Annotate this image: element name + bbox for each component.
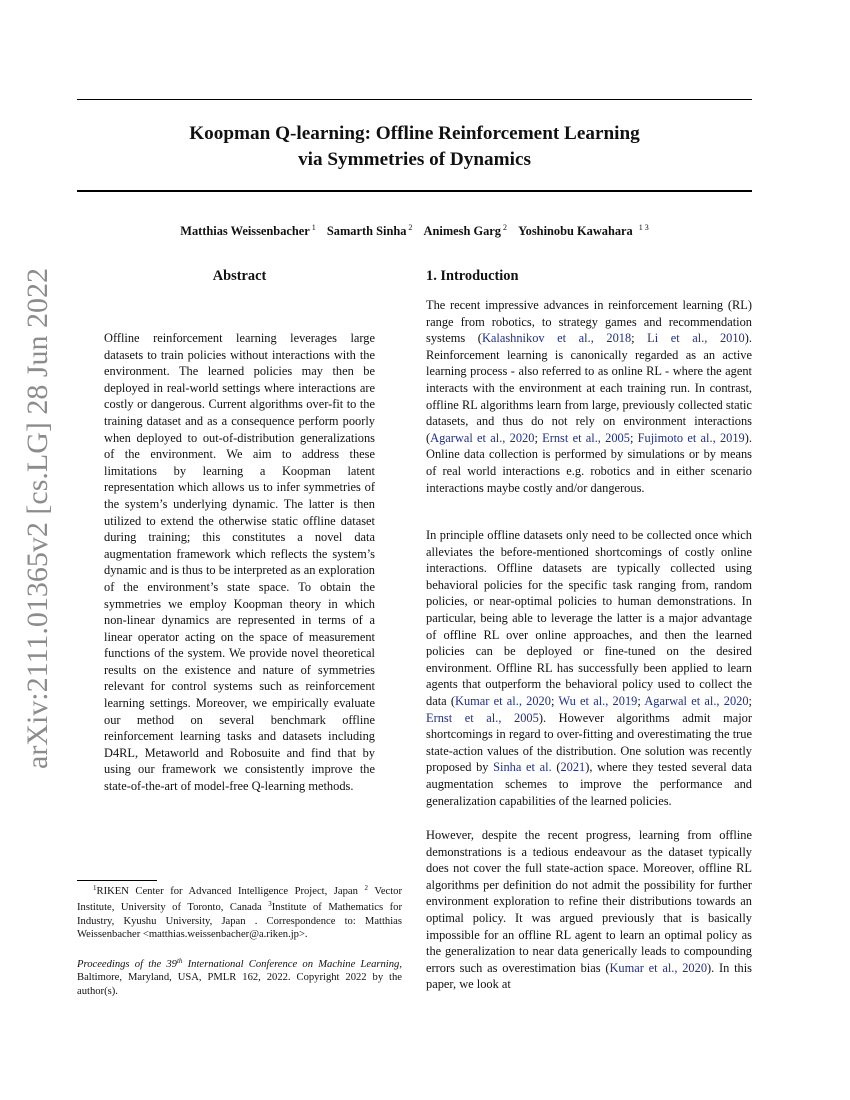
- paragraph-text: (: [551, 760, 561, 775]
- paragraph-text: ;: [534, 430, 543, 445]
- paper-title: [77, 121, 752, 173]
- intro-paragraph-1: [426, 297, 752, 496]
- footnote-rule: [77, 880, 157, 881]
- proceedings-details: , Baltimore, Maryland, USA, PMLR 162, 2022. Copyright 2022 by the author(s).: [77, 959, 402, 997]
- author: [424, 224, 507, 238]
- author-affiliation-mark: 1 3: [638, 223, 649, 232]
- paragraph-text: ;: [637, 693, 645, 708]
- paper-title-line-1: Koopman Q-learning: Offline Reinforcement Learning: [189, 123, 640, 144]
- author: [180, 224, 316, 238]
- citation-link[interactable]: Li et al., 2010: [647, 331, 745, 346]
- author-name: Yoshinobu Kawahara: [518, 224, 633, 238]
- abstract-heading: Abstract: [212, 268, 267, 284]
- author-affiliation-mark: 2: [502, 223, 507, 232]
- citation-link[interactable]: Ernst et al., 2005: [426, 710, 539, 725]
- paper-title-line-2: via Symmetries of Dynamics: [298, 149, 531, 170]
- citation-link[interactable]: Kumar et al., 2020: [609, 960, 708, 975]
- author-affiliation-mark: 2: [408, 223, 413, 232]
- paragraph-text: In principle offline datasets only need to be collected once which alleviates the before-mentioned shortcomings of costly online interactions. Offline datasets are typically collected using behavioral policies for the specific task ranging from, random policies, or near-optimal policies to human demonstrations. In particular, being able to leverage the latter is a major advantage of offline RL over online approaches, and then the learned policies can be deployed or fine-tuned on the desired environment. Offline RL has successfully been applied to learn agents that outperform the behavioral policy used to collect the data (: [426, 528, 752, 708]
- proceedings-notice: [77, 955, 402, 998]
- footnote-affiliation-3: Institute of Mathematics for Industry, Kyushu University, Japan . Correspondence to: Matthias Weissenbacher <matthias.weissenbacher@a.riken.jp>.: [77, 902, 402, 941]
- footnote-mark: 1: [93, 884, 97, 892]
- author: [518, 224, 649, 238]
- footnote-mark: 3: [268, 900, 272, 909]
- citation-link[interactable]: 2021: [560, 760, 586, 775]
- citation-link[interactable]: Fujimoto et al., 2019: [637, 430, 745, 445]
- paragraph-text: ;: [631, 331, 648, 346]
- footnote-affiliation-2: Vector Institute, University of Toronto, Canada: [77, 886, 402, 914]
- proceedings-venue-part: International Conference on Machine Learning: [182, 959, 400, 970]
- paragraph-text: However, despite the recent progress, learning from offline demonstrations is a tedious endeavour as the dataset typically does not cover the full state-action space. Moreover, offline RL algorithms per definition do not admit the possibility for further environment exploration to refine their distributions towards an optimal policy. It was argued previously that is basically impossible for an offline RL agent to learn an optimal policy as the generalization to near data generically leads to compounding errors such as overestimation bias (: [426, 828, 752, 975]
- author: [327, 224, 413, 238]
- paragraph-text: ). Online data collection is performed by simulations or by means of real world interactions e.g. robotics and in either scenario interactions maybe costly and/or dangerous.: [426, 430, 752, 495]
- proceedings-ordinal-sup: th: [176, 957, 183, 965]
- paragraph-text: The recent impressive advances in reinforcement learning (RL) range from robotics, to strategy games and recommendation systems (: [426, 298, 752, 346]
- author-name: Matthias Weissenbacher: [180, 224, 310, 238]
- paragraph-text: ). Reinforcement learning is canonically regarded as an active learning process - also referred to as online RL - where the agent interacts with the environment at each training run. In contrast, offline RL algorithms learn from large, previously collected static datasets, and thus do not rely on environment interactions (: [426, 331, 752, 445]
- paragraph-text: ). In this paper, we look at: [426, 960, 753, 992]
- proceedings-venue: [77, 959, 399, 970]
- title-rule-top: [77, 99, 752, 100]
- citation-link[interactable]: Wu et al., 2019: [558, 693, 638, 708]
- paragraph-text: ). However algorithms admit major shortcomings in regard to over-fitting and overestimating the true state-action values of the distribution. One solution was recently proposed by: [426, 710, 752, 775]
- paragraph-text: ), where they tested several data augmentation schemes to improve the performance and generalization capabilities of the learned policies.: [426, 760, 752, 808]
- author-list: [77, 220, 752, 239]
- section-heading-introduction: 1. Introduction: [426, 268, 519, 284]
- arxiv-identifier-stamp: arXiv:2111.01365v2 [cs.LG] 28 Jun 2022: [21, 267, 54, 769]
- footnote-affiliations: [77, 882, 402, 942]
- intro-paragraph-3: [426, 827, 752, 993]
- citation-link[interactable]: Kalashnikov et al., 2018: [481, 331, 632, 346]
- footnote-affiliation-1: RIKEN Center for Advanced Intelligence Project, Japan: [96, 886, 365, 897]
- paragraph-text: ;: [550, 693, 559, 708]
- abstract-body: Offline reinforcement learning leverages large datasets to train policies without interactions with the environment. The learned policies may then be deployed in real-world settings where interactions are costly or dangerous. Current algorithms over-fit to the training dataset and as a consequence perform poorly when deployed to out-of-distribution generalizations of the environment. We aim to address these limitations by learning a Koopman latent representation which allows us to infer symmetries of the system’s underlying dynamic. The latter is then utilized to extend the otherwise static offline dataset during training; this constitutes a novel data augmentation framework which reflects the system’s dynamic and is thus to be interpreted as an exploration of the environment’s state space. To obtain the symmetries we employ Koopman theory in which non-linear dynamics are represented in terms of a linear operator acting on the space of measurement functions of the system. We provide novel theoretical results on the existence and nature of symmetries relevant for control systems such as reinforcement learning settings. Moreover, we empirically evaluate our method on several benchmark offline reinforcement learning tasks and datasets including D4RL, Metaworld and Robosuite and find that by using our framework we consistently improve the state-of-the-art of model-free Q-learning methods.: [104, 331, 375, 794]
- citation-link[interactable]: Agarwal et al., 2020: [644, 693, 749, 708]
- citation-link[interactable]: Agarwal et al., 2020: [430, 430, 535, 445]
- author-name: Animesh Garg: [423, 224, 501, 238]
- author-affiliation-mark: 1: [311, 223, 316, 232]
- paragraph-text: ;: [629, 430, 638, 445]
- title-rule-bottom: [77, 190, 752, 192]
- citation-link[interactable]: Sinha et al.: [493, 760, 552, 775]
- intro-paragraph-2: [426, 527, 752, 809]
- citation-link[interactable]: Kumar et al., 2020: [455, 693, 551, 708]
- footnote-mark: 2: [364, 884, 368, 892]
- citation-link[interactable]: Ernst et al., 2005: [542, 430, 630, 445]
- paragraph-text: ;: [748, 693, 752, 708]
- proceedings-venue-part: Proceedings of the 39: [77, 959, 177, 970]
- author-name: Samarth Sinha: [326, 224, 407, 238]
